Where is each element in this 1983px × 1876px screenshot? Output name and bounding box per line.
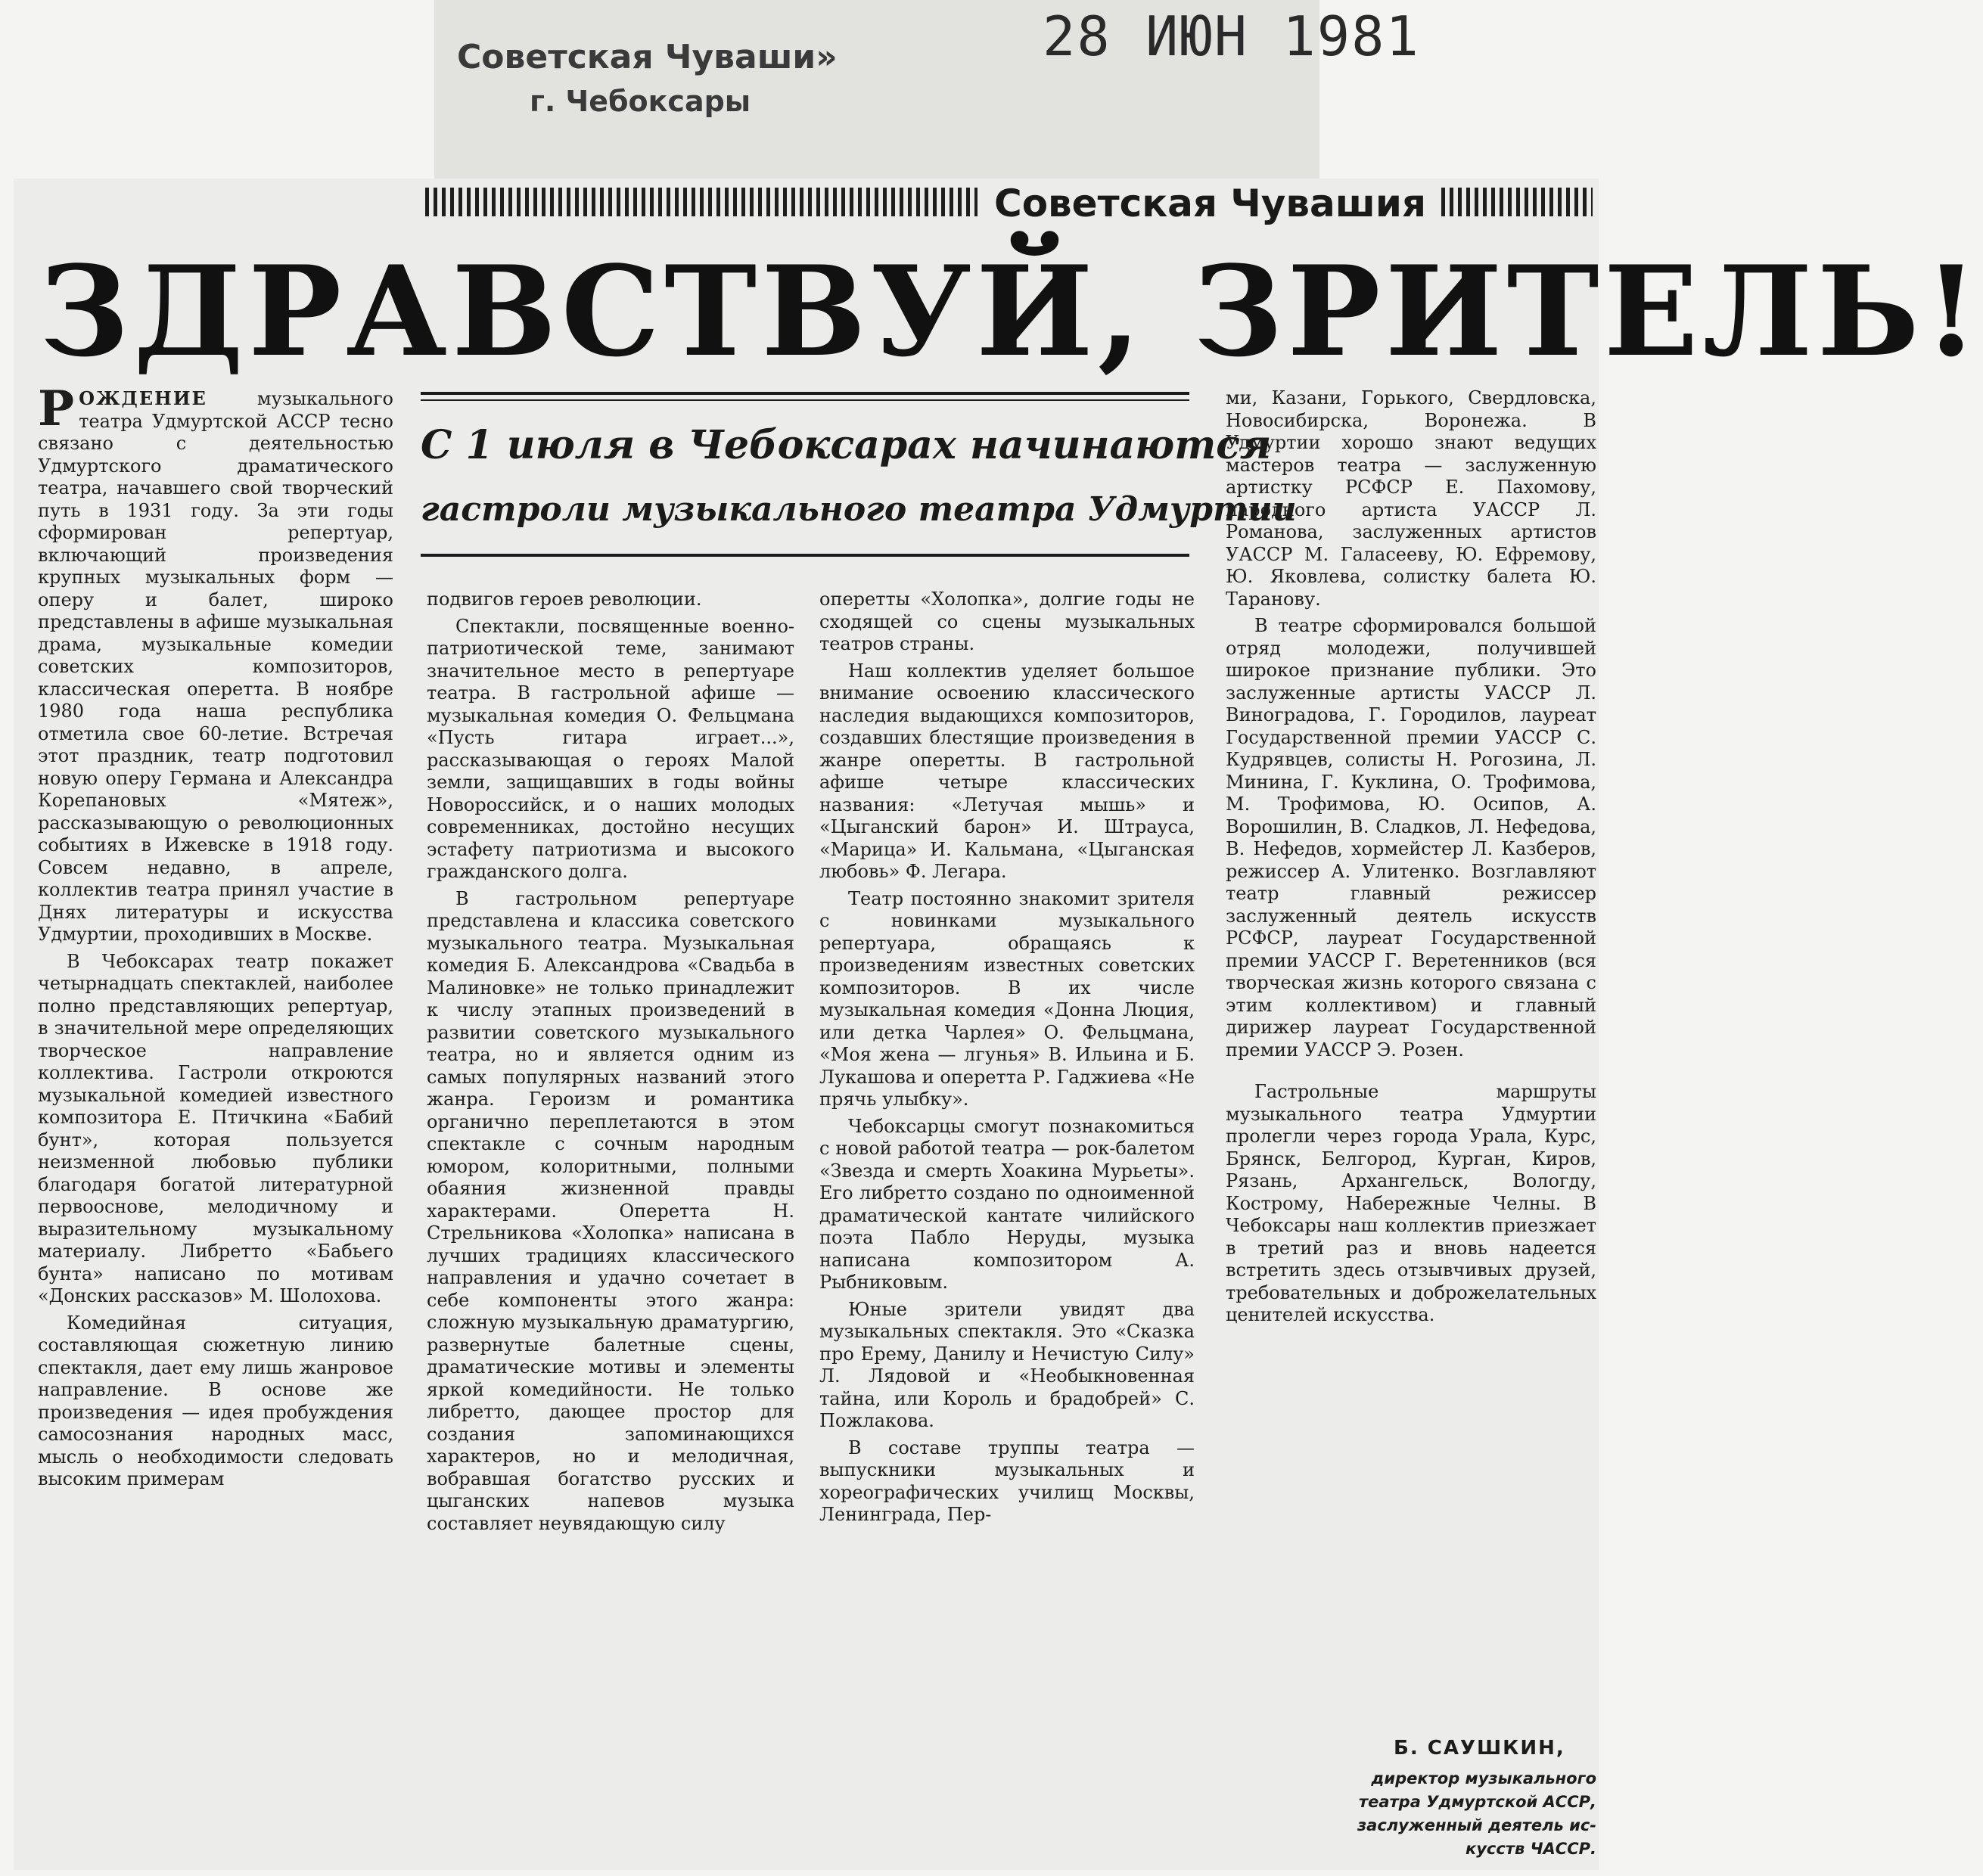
subheadline-box xyxy=(421,392,1297,562)
source-newspaper-name: Советская Чуваши» xyxy=(457,38,838,76)
subheadline-bottom-rule xyxy=(421,554,1189,557)
masthead: Советская Чувашия xyxy=(984,182,1437,225)
article-paragraph: В Чебоксарах театр покажет четырнадцать спектаклей, наиболее полно представляющих репертуар, в значительной мере определяющих творческое направление коллектива. Гастроли откроются музыкальной комедией известного композитора Е. Птичкина «Бабий бунт», которая пользуется неизменной любовью публики благодаря богатой литературной первооснове, мелодичному и выразительному музыкальному материалу. Либретто «Бабьего бунта» написано по мотивам «Донских рассказов» М. Шолохова. xyxy=(38,950,393,1306)
signature-title-line: кусств ЧАССР. xyxy=(1465,1840,1596,1858)
article-paragraph: оперетты «Холопка», долгие годы не сходящей со сцены музыкальных театров страны. xyxy=(819,589,1195,654)
article-paragraph: Спектакли, посвященные военно-патриотической теме, занимают значительное место в репертуаре театра. В гастрольной афише — музыкальная комедия О. Фельцмана «Пусть гитара играет...», рассказывающая о героях Малой земли, защищавших в годы войны Новороссийск, и о наших молодых современниках, достойно несущих эстафету патриотизма и высокого гражданского долга. xyxy=(427,615,794,882)
masthead-hatch-left xyxy=(425,188,978,216)
article-column-1 xyxy=(38,380,393,1866)
article-paragraph: Гастрольные маршруты музыкального театра Удмуртии пролегли через города Урала, Курс, Брянск, Белгород, Курган, Киров, Рязань, Архангельск, Вологду, Кострому, Набережные Челны. В Чебоксары наш коллектив приезжает в третий раз и вновь надеется встретить здесь отзывчивых друзей, требовательных и доброжелательных ценителей искусства. xyxy=(1226,1081,1596,1325)
article-paragraph: Комедийная ситуация, составляющая сюжетную линию спектакля, дает ему лишь жанровое направление. В основе же произведения — идея пробуждения самосознания народных масс, мысль о необходимости следовать высоким примерам xyxy=(38,1312,393,1489)
article-column-3 xyxy=(819,589,1195,1867)
article-column-4 xyxy=(1226,387,1596,1726)
article-paragraph: подвигов героев революции. xyxy=(427,589,702,610)
article-paragraph: Чебоксарцы смогут познакомиться с новой работой театра — рок-балетом «Звезда и смерть Хоакина Мурьеты». Его либретто создано по одноименной драматической кантате чилийского поэта Пабло Неруды, музыка написана композитором А. Рыбниковым. xyxy=(819,1115,1195,1293)
subheadline-top-rule xyxy=(421,392,1189,395)
article-column-2 xyxy=(427,589,794,1867)
signature-title-line: заслуженный деятель ис- xyxy=(1357,1816,1596,1834)
article-paragraph: Театр постоянно знакомит зрителя с новинками музыкального репертуара, обращаясь к произведениям известных советских композиторов. В их числе музыкальная комедия «Донна Люция, или детка Чарлея» О. Фельцмана, «Моя жена — лгунья» В. Ильина и Б. Лукашова и оперетта Р. Гаджиева «Не прячь улыбку». xyxy=(819,887,1195,1110)
masthead-hatch-right xyxy=(1441,188,1593,216)
article-paragraph xyxy=(38,380,393,946)
author-signature-title xyxy=(1241,1767,1596,1861)
article-paragraph: Наш коллектив уделяет большое внимание освоению классического наследия выдающихся композиторов, создавших блестящие произведения в жанре оперетты. В гастрольной афише четыре классических названия: «Летучая мышь» и «Цыганский барон» И. Штрауса, «Марица» И. Кальмана, «Цыганская любовь» Ф. Легара. xyxy=(819,660,1195,882)
subheadline-line-2: гастроли музыкального театра Удмуртии xyxy=(421,490,1297,529)
article-paragraph: В гастрольном репертуаре представлена и классика советского музыкального театра. Музыкальная комедия Б. Александрова «Свадьба в Малиновке» не только принадлежит к числу этапных произведений в развитии советского музыкального театра, но и является одним из самых популярных названий этого жанра. Героизм и романтика органично переплетаются в этом спектакле с сочным народным юмором, колоритными, полными обаяния жизненной правды характерами. Оперетта Н. Стрельникова «Холопка» написана в лучших традициях классического направления и удачно сочетает в себе компоненты этого жанра: сложную музыкальную драматургию, развернутые балетные сцены, драматические мотивы и элементы яркой комедийности. Не только либретто, дающее простор для создания запоминающихся характеров, но и мелодичная, вобравшая богатство русских и цыганских напевов музыка составляет неувядающую силу xyxy=(427,887,794,1534)
lead-word: ОЖДЕНИЕ xyxy=(79,387,207,409)
author-signature-name: Б. САУШКИН, xyxy=(1394,1737,1565,1760)
signature-title-line: директор музыкального xyxy=(1371,1769,1596,1787)
subheadline-top-rule-2 xyxy=(421,399,1189,401)
source-city: г. Чебоксары xyxy=(530,85,751,118)
paragraph-text: музыкального театра Удмуртской АССР тесно связано с деятельностью Удмуртского драматического театра, начавшего свой творческий путь в 1931 году. За эти годы сформирован репертуар, включающий произведения крупных музыкальных форм — оперу и балет, широко представлены в афише музыкальная драма, музыкальные комедии советских композиторов, классическая оперетта. В ноябре 1980 года наша республика отметила свое 60-летие. Встречая этот праздник, театр подготовил новую оперу Германа и Александра Корепановых «Мятеж», рассказывающую о революционных событиях в Ижевске в 1918 году. Совсем недавно, в апреле, коллектив театра принял участие в Днях литературы и искусства Удмуртии, проходивших в Москве. xyxy=(38,388,393,945)
article-paragraph: В составе труппы театра — выпускники музыкальных и хореографических училищ Москвы, Ленинграда, Пер- xyxy=(819,1437,1195,1525)
article-paragraph: ми, Казани, Горького, Свердловска, Новосибирска, Воронежа. В Удмуртии хорошо знают ведущих мастеров театра — заслуженную артистку РСФСР Е. Пахомову, народного артиста УАССР Л. Романова, заслуженных артистов УАССР М. Галасееву, Ю. Ефремову, Ю. Яковлева, солистку балета Ю. Таранову. xyxy=(1226,387,1596,610)
date-stamp: 28 ИЮН 1981 xyxy=(1043,5,1420,68)
subheadline-line-1: С 1 июля в Чебоксарах начинаются xyxy=(421,422,1272,468)
drop-cap: Р xyxy=(38,380,75,437)
article-paragraph: В театре сформировался большой отряд молодежи, получившей широкое признание публики. Это заслуженные артисты УАССР Л. Виноградова, Г. Городилов, лауреат Государственной премии УАССР С. Кудрявцев, солисты Н. Рогозина, Л. Минина, Г. Куклина, О. Трофимова, М. Трофимова, Ю. Осипов, А. Ворошилин, В. Сладков, Л. Нефедова, В. Нефедов, хормейстер Л. Казберов, режиссер А. Улитенко. Возглавляют театр главный режиссер заслуженный деятель искусств РСФСР, лауреат Государственной премии УАССР Г. Веретенников (вся творческая жизнь которого связана с этим коллективом) и главный дирижер лауреат Государственной премии УАССР Э. Розен. xyxy=(1226,615,1596,1061)
article-paragraph: Юные зрители увидят два музыкальных спектакля. Это «Сказка про Ерему, Данилу и Нечистую Силу» Л. Лядовой и «Необыкновенная тайна, или Король и брадобрей» С. Пожлакова. xyxy=(819,1298,1195,1431)
headline: ЗДРАВСТВУЙ, ЗРИТЕЛЬ! xyxy=(39,238,1983,384)
signature-title-line: театра Удмуртской АССР, xyxy=(1358,1793,1596,1811)
